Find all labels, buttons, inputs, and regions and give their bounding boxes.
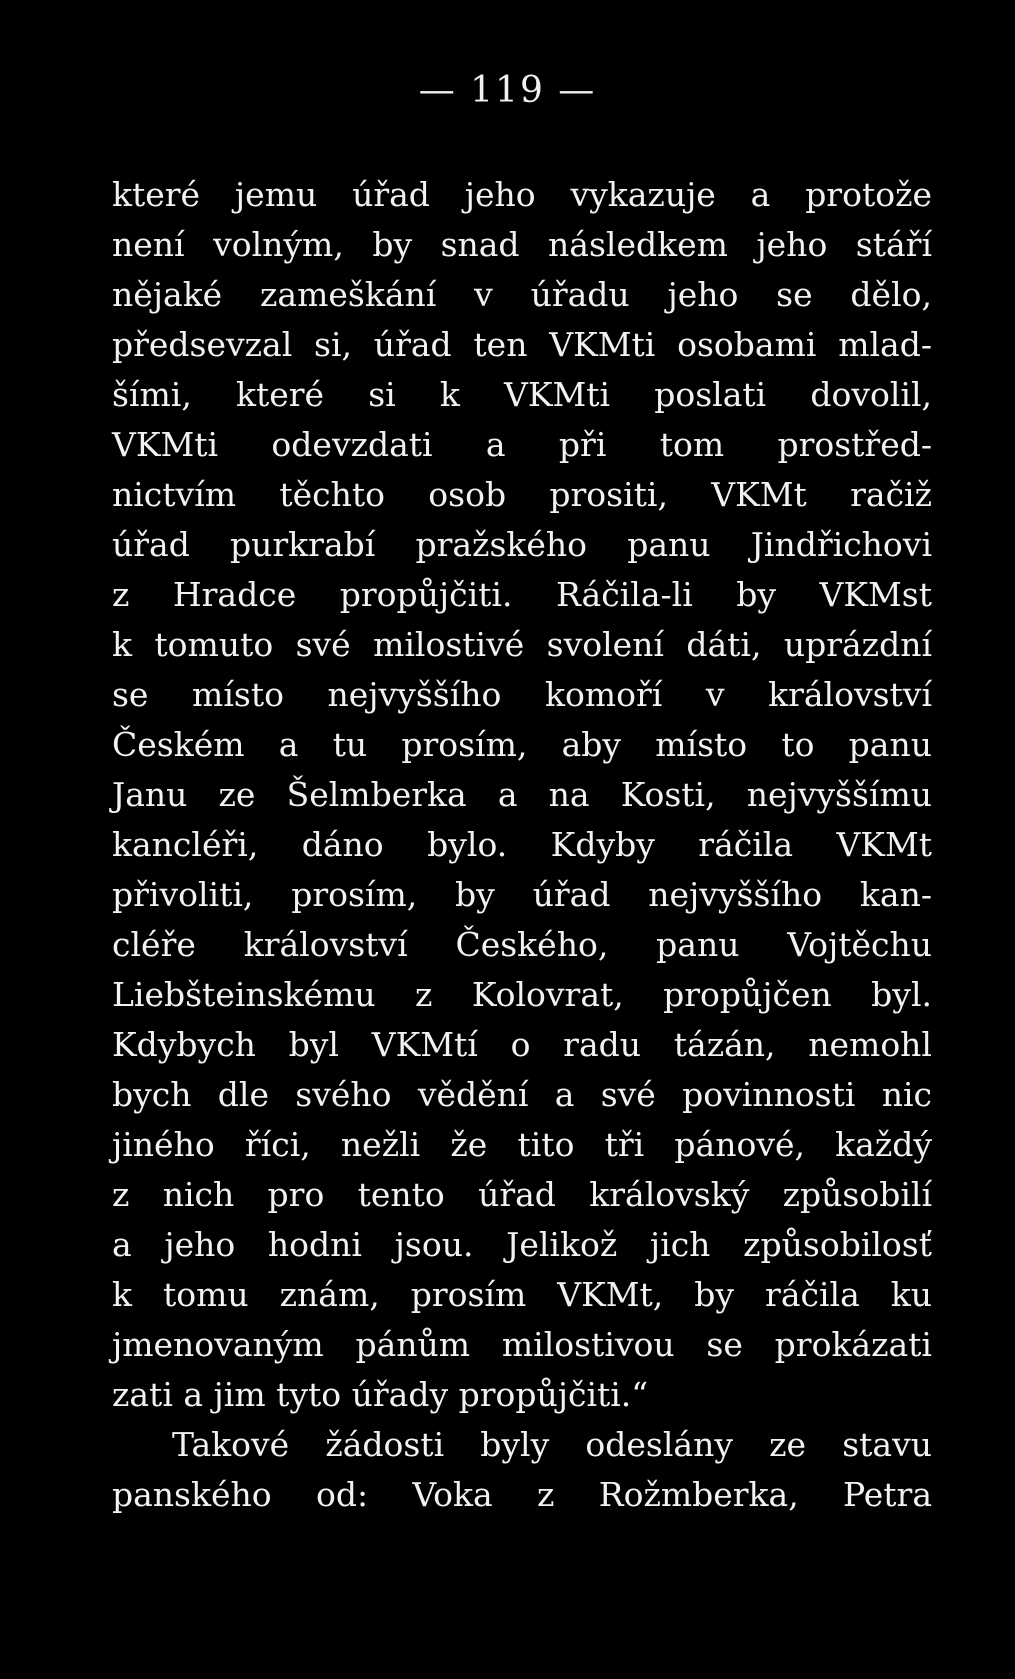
text-line: cléře království Českého, panu Vojtěchu [112, 925, 932, 964]
text-line: nictvím těchto osob prositi, VKMt račiž [112, 475, 932, 514]
body-text [112, 170, 932, 1520]
text-line: z Hradce propůjčiti. Ráčila-li by VKMst [112, 575, 932, 614]
text-line: Takové žádosti byly odeslány ze stavu [172, 1425, 932, 1464]
text-line: Liebšteinskému z Kolovrat, propůjčen byl. [112, 975, 932, 1014]
text-line: bych dle svého vědění a své povinnosti nic [112, 1075, 932, 1114]
page-number: — 119 — [418, 70, 597, 111]
text-line: jiného říci, nežli že tito tři pánové, každý [112, 1125, 932, 1164]
text-line: Českém a tu prosím, aby místo to panu [112, 725, 932, 764]
text-line: kancléři, dáno bylo. Kdyby ráčila VKMt [112, 825, 932, 864]
text-line: Kdybych byl VKMtí o radu tázán, nemohl [112, 1025, 932, 1064]
text-line: zati a jim tyto úřady propůjčiti.“ [112, 1375, 649, 1414]
text-line: VKMti odevzdati a při tom prostřed- [112, 425, 932, 464]
text-line: panského od: Voka z Rožmberka, Petra [112, 1475, 932, 1514]
text-line: Janu ze Šelmberka a na Kosti, nejvyššímu [112, 775, 932, 814]
text-line: předsevzal si, úřad ten VKMti osobami mlad- [112, 325, 932, 364]
text-line: nějaké zameškání v úřadu jeho se dělo, [112, 275, 932, 314]
text-line: k tomuto své milostivé svolení dáti, uprázdní [112, 625, 932, 664]
text-line: se místo nejvyššího komoří v království [112, 675, 932, 714]
text-line: které jemu úřad jeho vykazuje a protože [112, 175, 932, 214]
text-line: jmenovaným pánům milostivou se prokázati [112, 1325, 932, 1364]
text-line: k tomu znám, prosím VKMt, by ráčila ku [112, 1275, 932, 1314]
text-line: a jeho hodni jsou. Jelikož jich způsobilosť [112, 1225, 932, 1264]
text-line: úřad purkrabí pražského panu Jindřichovi [112, 525, 932, 564]
text-line: není volným, by snad následkem jeho stáří [112, 225, 932, 264]
text-line: z nich pro tento úřad královský způsobilí [112, 1175, 932, 1214]
text-line: přivoliti, prosím, by úřad nejvyššího kan- [112, 875, 932, 914]
text-line: šími, které si k VKMti poslati dovolil, [112, 375, 932, 414]
